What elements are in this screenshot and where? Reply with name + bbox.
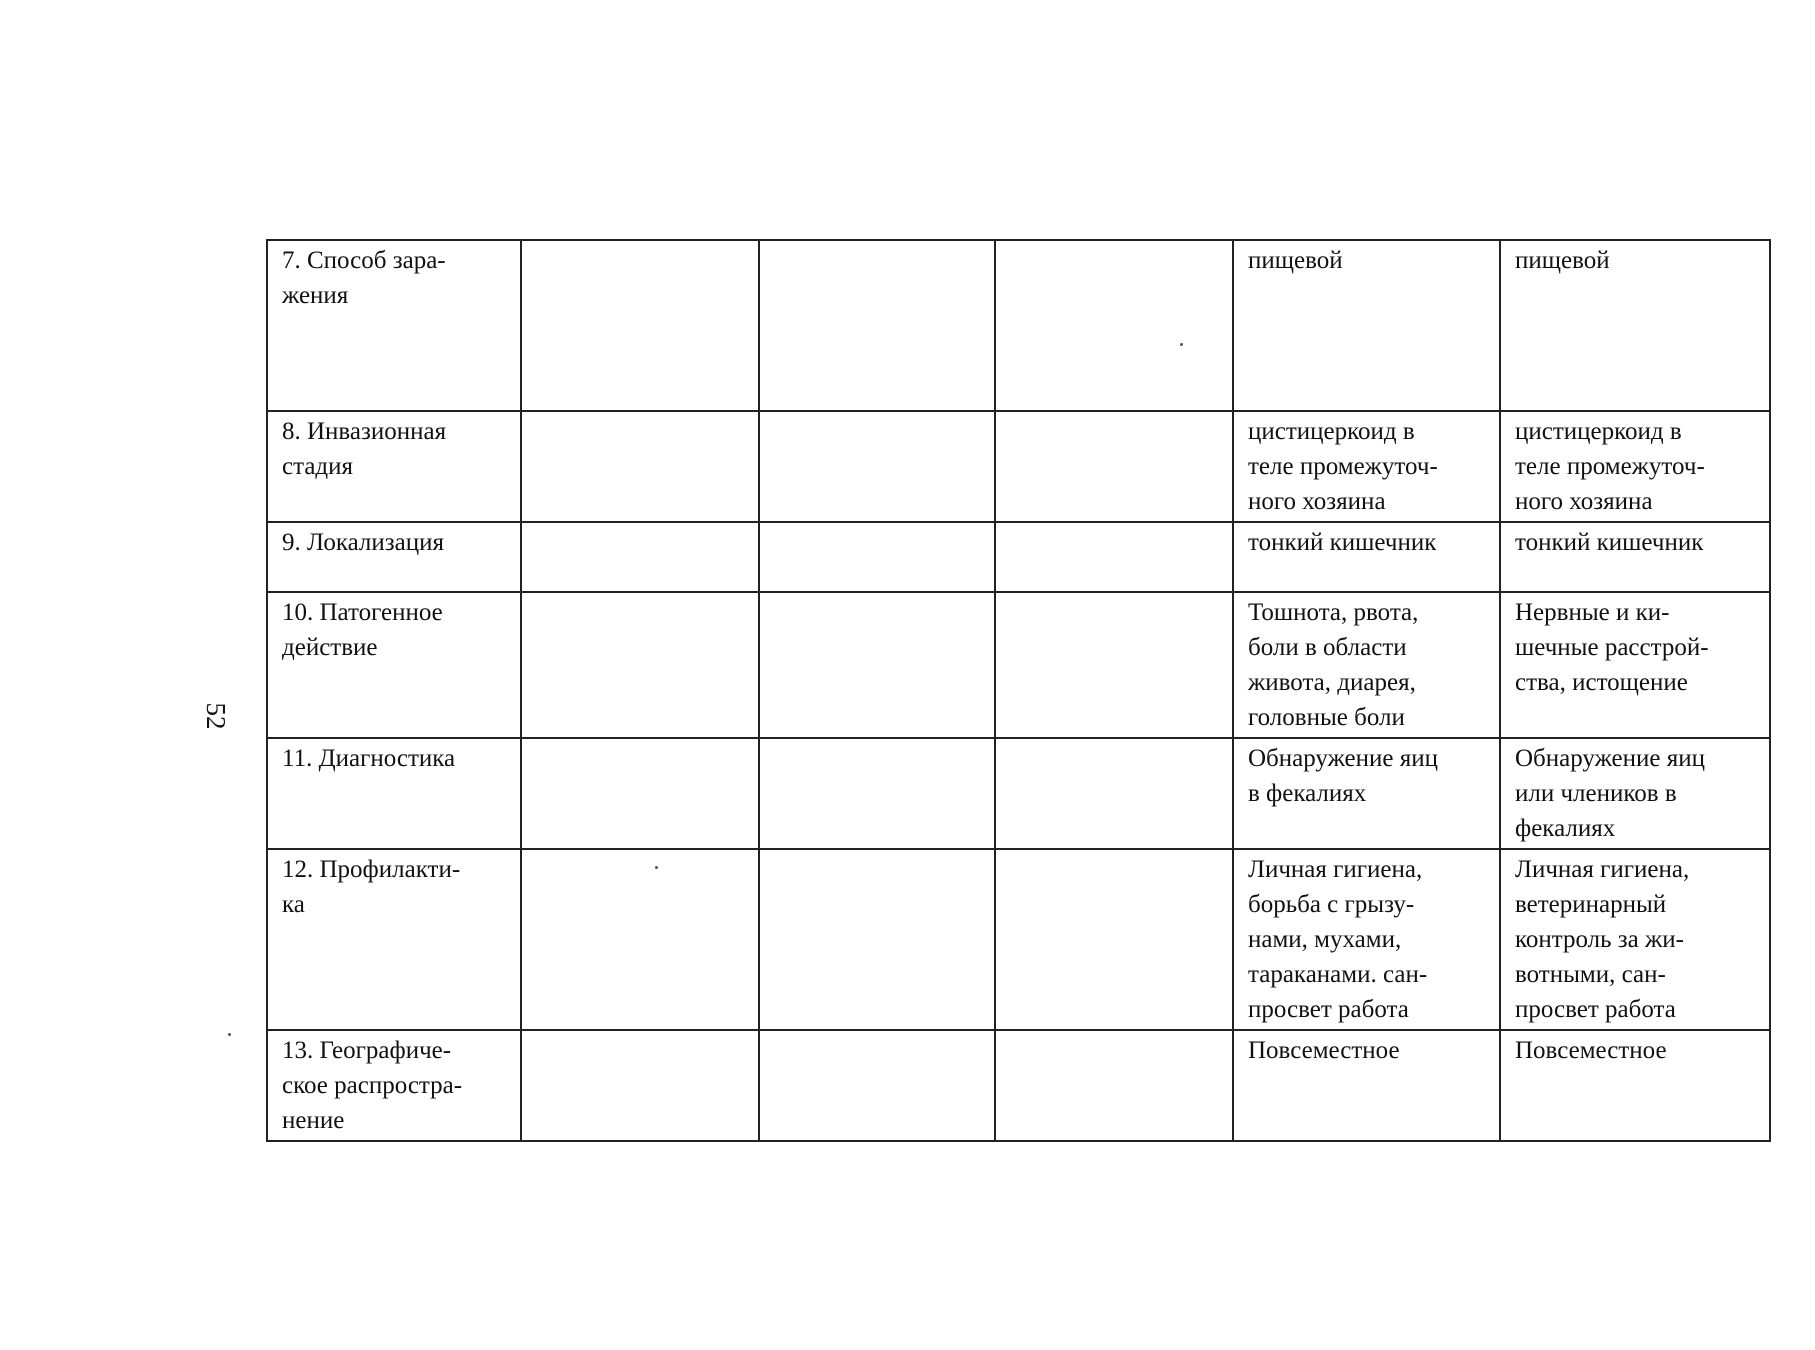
table-cell bbox=[521, 1030, 759, 1141]
table-cell: Повсеместное bbox=[1500, 1030, 1770, 1141]
table-cell bbox=[521, 522, 759, 592]
table-cell bbox=[995, 849, 1233, 1030]
table-cell bbox=[759, 522, 995, 592]
table-row bbox=[267, 522, 1770, 592]
row-label: 8. Инвазионная стадия bbox=[267, 411, 521, 522]
table-cell bbox=[521, 411, 759, 522]
table-cell bbox=[995, 240, 1233, 411]
table-cell bbox=[521, 240, 759, 411]
row-label: 9. Локализация bbox=[267, 522, 521, 592]
row-label: 13. Географиче- ское распростра- нение bbox=[267, 1030, 521, 1141]
table-cell bbox=[521, 592, 759, 738]
table-cell: Обнаружение яиц в фекалиях bbox=[1233, 738, 1500, 849]
table-row bbox=[267, 411, 1770, 522]
scan-speck bbox=[228, 1033, 231, 1036]
table-cell bbox=[759, 240, 995, 411]
table-cell bbox=[521, 849, 759, 1030]
table-cell: цистицеркоид в теле промежуточ- ного хозяина bbox=[1233, 411, 1500, 522]
table-cell bbox=[759, 411, 995, 522]
row-label: 11. Диагностика bbox=[267, 738, 521, 849]
table-cell bbox=[759, 1030, 995, 1141]
row-label: 12. Профилакти- ка bbox=[267, 849, 521, 1030]
table-cell: Личная гигиена, борьба с грызу- нами, мухами, тараканами. сан- просвет работа bbox=[1233, 849, 1500, 1030]
table-cell: пищевой bbox=[1500, 240, 1770, 411]
table-row bbox=[267, 738, 1770, 849]
table-cell bbox=[759, 592, 995, 738]
row-label: 7. Способ зара- жения bbox=[267, 240, 521, 411]
table-cell: Личная гигиена, ветеринарный контроль за жи- вотными, сан- просвет работа bbox=[1500, 849, 1770, 1030]
table-cell: тонкий кишечник bbox=[1500, 522, 1770, 592]
parasite-comparison-table bbox=[266, 239, 1771, 1142]
table-cell: пищевой bbox=[1233, 240, 1500, 411]
table-cell bbox=[759, 849, 995, 1030]
table-row bbox=[267, 1030, 1770, 1141]
page-number: 52 bbox=[201, 702, 231, 730]
table-cell: Обнаружение яиц или члеников в фекалиях bbox=[1500, 738, 1770, 849]
table-cell: Нервные и ки- шечные расстрой- ства, истощение bbox=[1500, 592, 1770, 738]
table-cell bbox=[995, 592, 1233, 738]
table-cell: тонкий кишечник bbox=[1233, 522, 1500, 592]
table-row bbox=[267, 849, 1770, 1030]
table-cell bbox=[995, 1030, 1233, 1141]
table-cell: цистицеркоид в теле промежуточ- ного хозяина bbox=[1500, 411, 1770, 522]
table-cell bbox=[995, 411, 1233, 522]
table-cell: Тошнота, рвота, боли в области живота, диарея, головные боли bbox=[1233, 592, 1500, 738]
table-cell: Повсеместное bbox=[1233, 1030, 1500, 1141]
table-cell bbox=[995, 738, 1233, 849]
table-row bbox=[267, 240, 1770, 411]
table-cell bbox=[995, 522, 1233, 592]
table-cell bbox=[521, 738, 759, 849]
table-row bbox=[267, 592, 1770, 738]
row-label: 10. Патогенное действие bbox=[267, 592, 521, 738]
table-cell bbox=[759, 738, 995, 849]
